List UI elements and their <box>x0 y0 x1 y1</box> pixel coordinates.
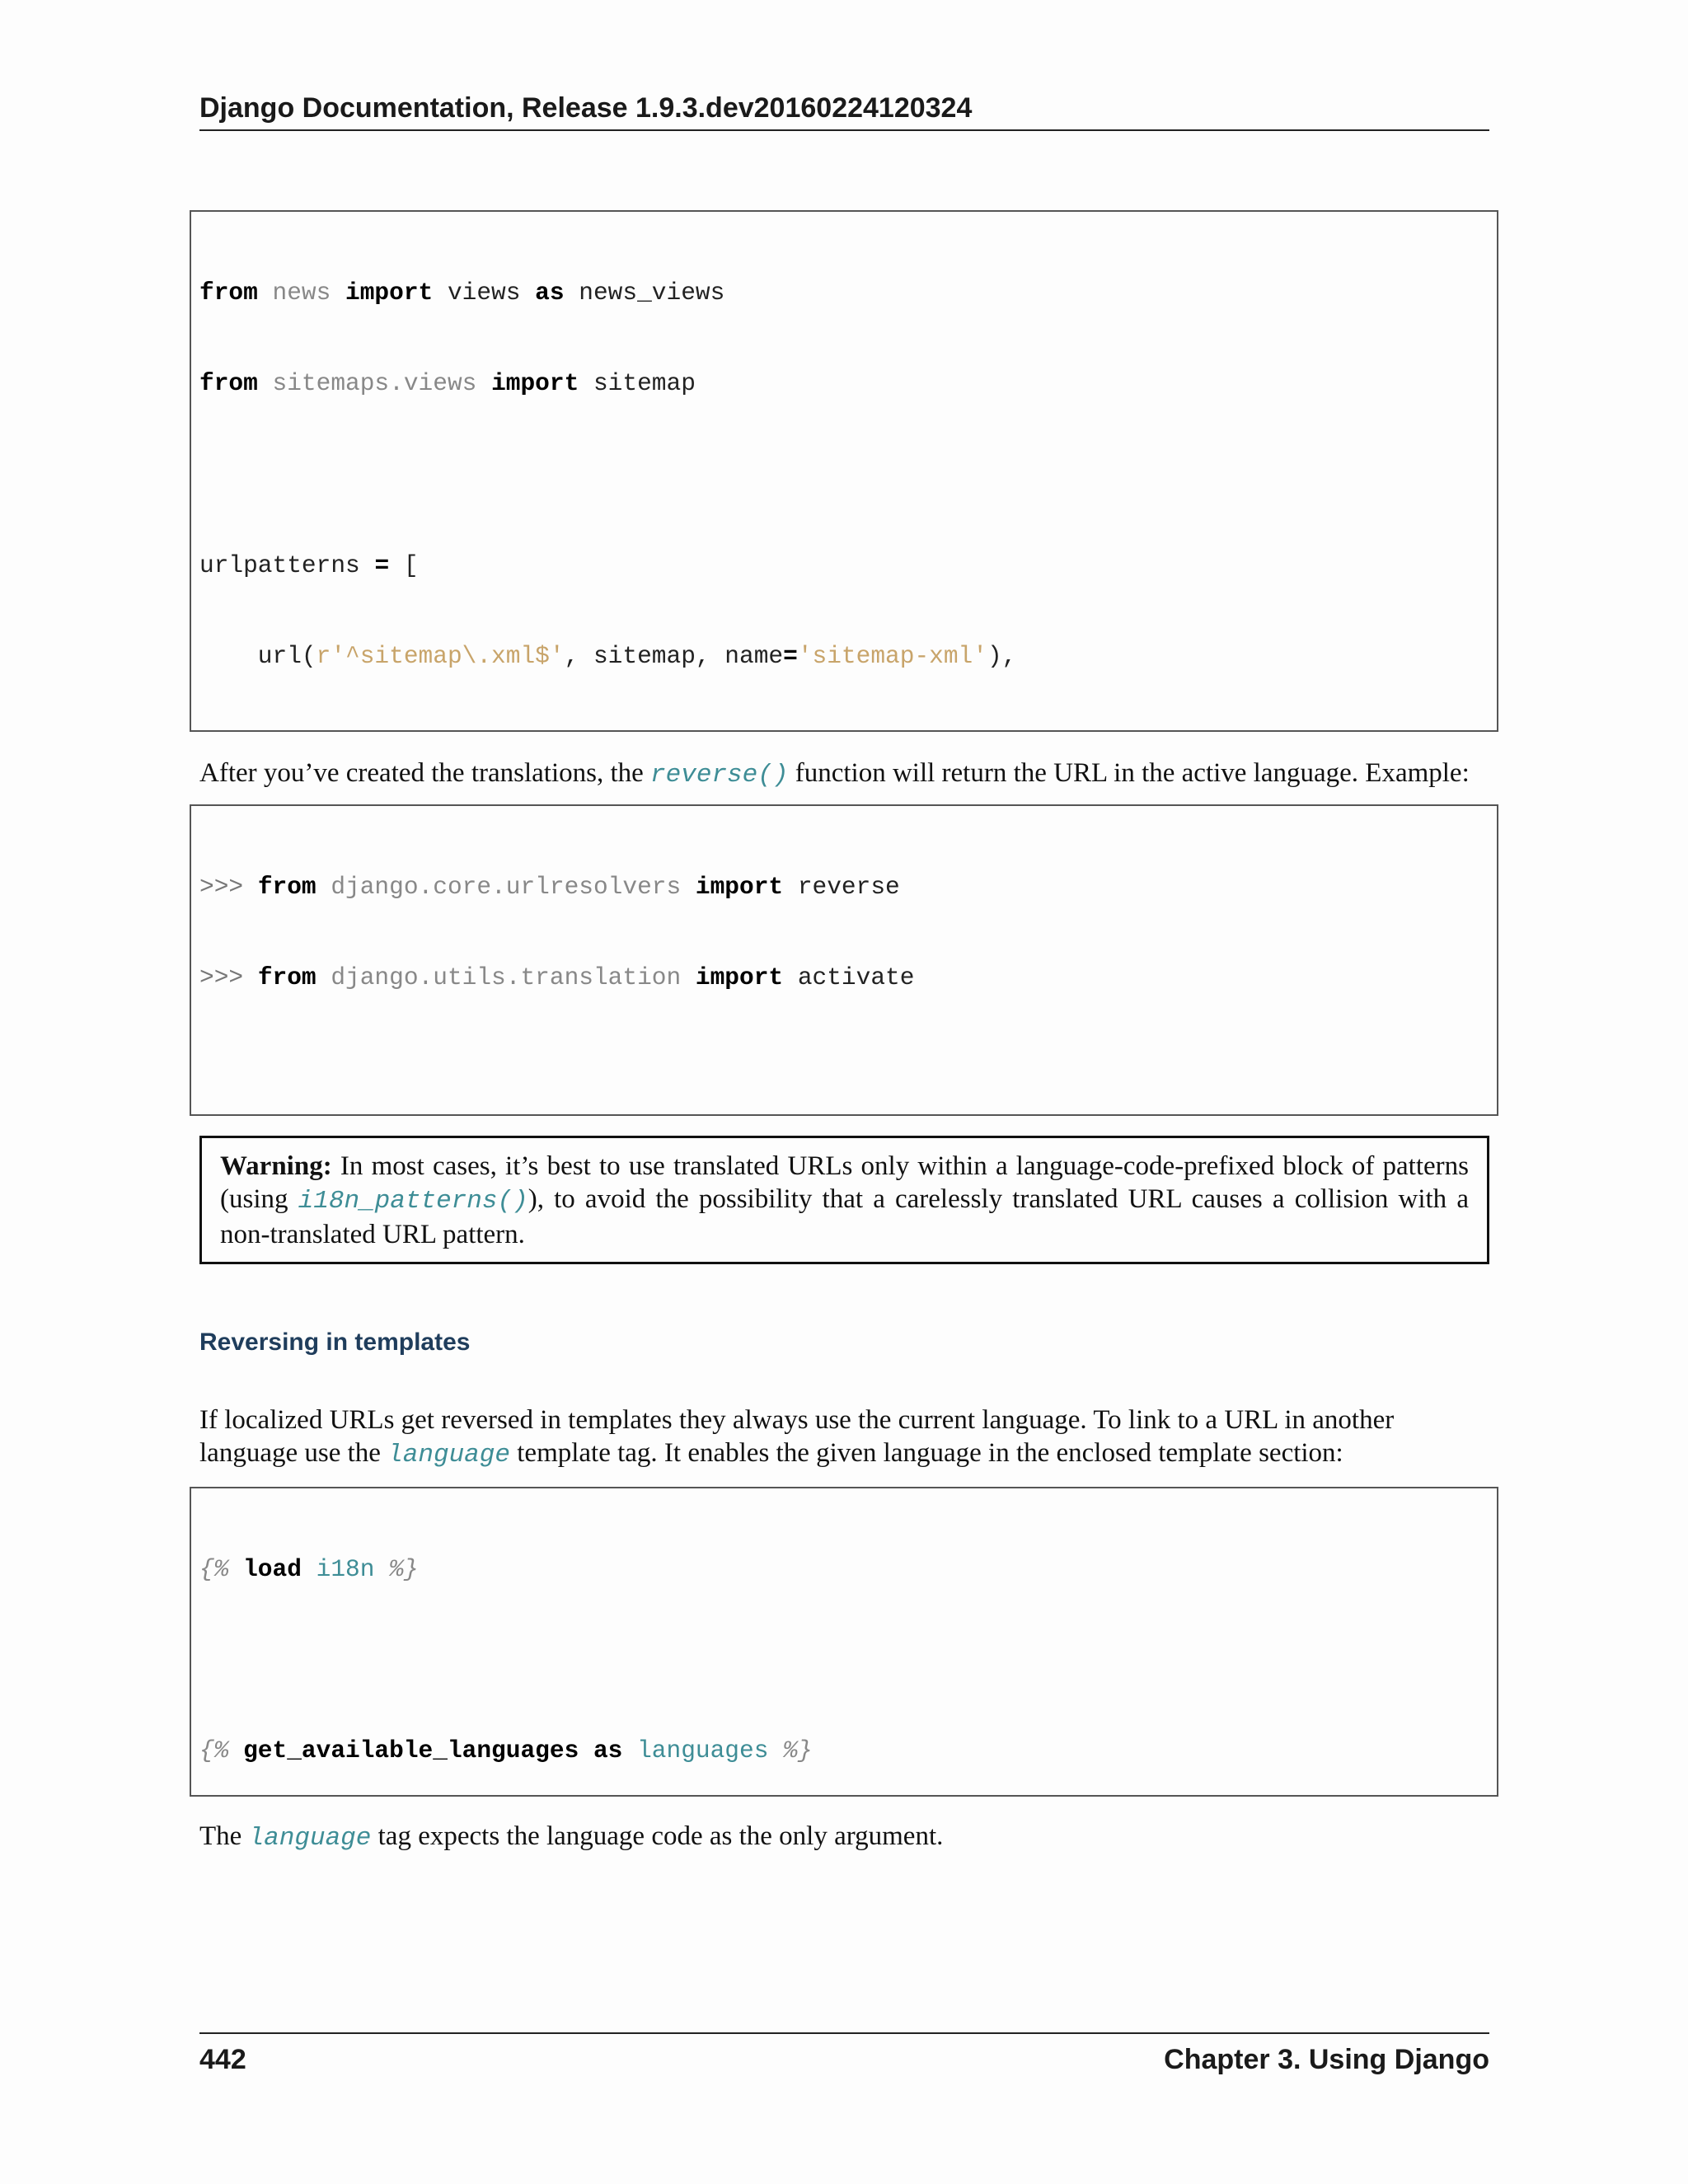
code-line <box>199 1736 1489 1766</box>
code-keyword: from <box>199 368 258 397</box>
code-line <box>199 1554 1489 1585</box>
code-text <box>302 1555 316 1583</box>
code-text: views <box>433 278 536 307</box>
code-keyword: import <box>695 872 784 901</box>
code-string: r'^sitemap\.xml$' <box>316 642 565 671</box>
code-operator: = <box>783 642 798 671</box>
code-keyword: as <box>535 278 565 307</box>
template-delimiter: {% <box>199 1736 244 1765</box>
warning-text: In most cases, it’s best to use translated URLs only within a language-code-prefixed block of patterns (using <box>220 1151 1469 1214</box>
page-number: 442 <box>199 2044 246 2075</box>
code-keyword: import <box>695 963 784 991</box>
warning-admonition <box>199 1136 1489 1264</box>
code-text <box>622 1736 637 1765</box>
code-keyword: from <box>257 872 316 901</box>
code-blank-line <box>199 1053 1489 1084</box>
code-line <box>199 551 1489 581</box>
code-text <box>579 1736 593 1765</box>
warning-label: Warning: <box>220 1151 332 1181</box>
code-blank-line <box>199 459 1489 490</box>
paragraph-language-tag <box>199 1820 1489 1855</box>
code-text: activate <box>783 963 915 991</box>
page-header <box>199 92 1489 131</box>
language-tag-link[interactable]: language <box>387 1441 510 1469</box>
reverse-function-link[interactable]: reverse() <box>650 761 789 790</box>
code-text: url( <box>199 642 316 671</box>
paragraph-text: tag expects the language code as the only argument. <box>371 1821 944 1851</box>
code-text: [ <box>389 551 419 579</box>
page-footer <box>199 2032 1489 2076</box>
paragraph-templates <box>199 1404 1489 1472</box>
code-block-reverse-example <box>190 804 1498 1116</box>
chapter-title: Chapter 3. Using Django <box>1164 2044 1489 2075</box>
code-module: django.core.urlresolvers <box>316 872 696 901</box>
code-prompt: >>> <box>199 963 258 991</box>
code-keyword: from <box>257 963 316 991</box>
code-text: urlpatterns <box>199 551 375 579</box>
section-heading: Reversing in templates <box>199 1329 471 1356</box>
template-delimiter: {% <box>199 1554 244 1583</box>
template-tag: load <box>243 1554 302 1583</box>
code-module: news <box>257 278 346 307</box>
paragraph-text: function will return the URL in the active language. Example: <box>788 758 1470 788</box>
paragraph-text: The <box>199 1821 249 1851</box>
code-text: sitemap <box>579 368 696 397</box>
code-operator: = <box>374 551 390 579</box>
code-line <box>199 641 1489 672</box>
code-block-template <box>190 1487 1498 1797</box>
code-text: news_views <box>564 278 725 307</box>
code-module: sitemaps.views <box>257 368 492 397</box>
code-line <box>199 278 1489 308</box>
document-title: Django Documentation, Release 1.9.3.dev20160224120324 <box>199 92 973 124</box>
code-keyword: import <box>491 368 579 397</box>
code-text: reverse <box>783 872 900 901</box>
code-block-urlpatterns <box>190 210 1498 732</box>
code-line <box>199 872 1489 902</box>
template-variable: i18n <box>316 1554 375 1583</box>
i18n-patterns-link[interactable]: i18n_patterns() <box>298 1187 528 1216</box>
paragraph-reverse <box>199 757 1489 792</box>
code-module: django.utils.translation <box>316 963 696 991</box>
code-keyword: from <box>199 278 258 307</box>
paragraph-text: After you’ve created the translations, the <box>199 758 651 788</box>
code-blank-line <box>199 1645 1489 1675</box>
code-string: 'sitemap-xml' <box>797 642 987 671</box>
template-variable: languages <box>637 1736 769 1765</box>
code-text: ), <box>987 642 1017 671</box>
paragraph-text: If localized URLs get reversed in templates they always use the current language. To link to a URL in another language use the <box>199 1405 1395 1468</box>
code-text: , sitemap, name <box>564 642 784 671</box>
code-prompt: >>> <box>199 872 258 901</box>
template-keyword: as <box>593 1736 623 1765</box>
template-tag: get_available_languages <box>243 1736 579 1765</box>
warning-text: ), to avoid the possibility that a carelessly translated URL causes a collision with a non-translated URL pattern. <box>220 1184 1469 1249</box>
template-delimiter: %} <box>768 1736 813 1765</box>
code-line <box>199 368 1489 399</box>
language-tag-link[interactable]: language <box>248 1824 372 1853</box>
code-line <box>199 963 1489 993</box>
code-keyword: import <box>345 278 434 307</box>
paragraph-text: template tag. It enables the given language in the enclosed template section: <box>510 1438 1343 1468</box>
template-delimiter: %} <box>374 1554 419 1583</box>
